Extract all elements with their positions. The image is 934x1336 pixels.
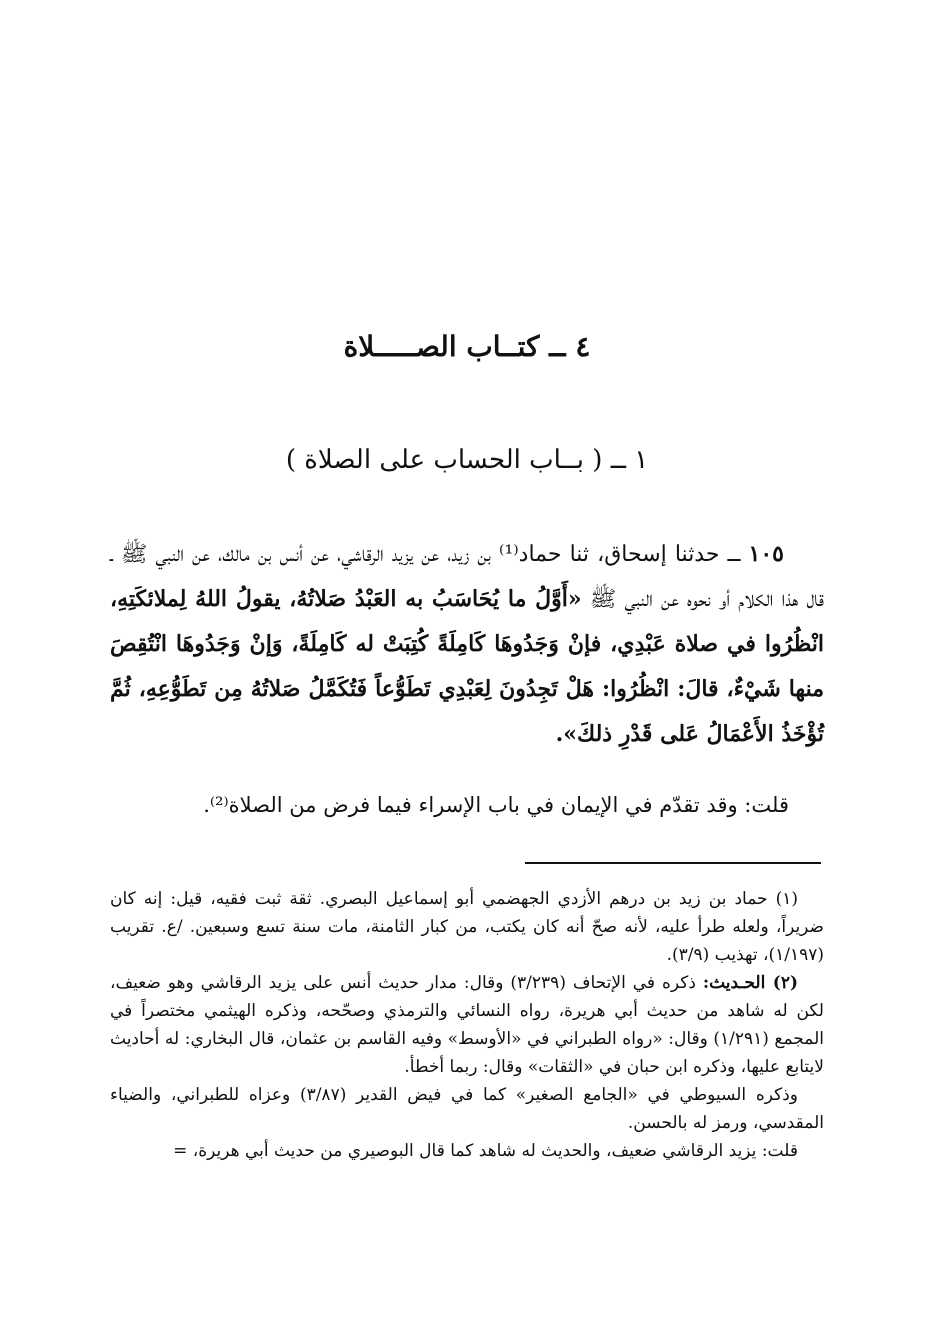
footnotes (110, 885, 824, 1165)
hadith-isnad: ــ حدثنا إسحاق، ثنا حماد⁽¹⁾ بن زيد، عن يزيد الرقاشي، عن أنس بن مالك، عن النبي ﷺ ـ قال هذا الكلام أو نحوه عن النبي ﷺ (110, 542, 824, 612)
footnote-divider (525, 862, 821, 864)
footnote-2-continued: وذكره السيوطي في «الجامع الصغير» كما في فيض القدير (٣/٨٧) وعزاه للطبراني، والضياء المقدسي، ورمز له بالحسن. (110, 1085, 824, 1133)
footnote-2-text: ذكره في الإتحاف (٣/٢٣٩) وقال: مدار حديث أنس على يزيد الرقاشي وهو ضعيف، لكن له شاهد من حديث أبي هريرة، رواه النسائي والترمذي وصحّحه، وذكره الهيثمي مختصراً في المجمع (١/٢٩١) وقال: «رواه الطبراني في «الأوسط» وفيه القاسم بن عثمان، قال البخاري: له أحاديث لايتابع عليها، وذكره ابن حبان في «الثقات» وقال: ربما أخطأ. (110, 973, 824, 1077)
hadith-number: ١٠٥ (748, 541, 784, 567)
footnote-2-remark: قلت: يزيد الرقاشي ضعيف، والحديث له شاهد كما قال البوصيري من حديث أبي هريرة، = (173, 1141, 798, 1161)
hadith-matn: «أَوَّلُ ما يُحَاسَبُ به العَبْدُ صَلاتُهُ، يقولُ اللهُ لِملائكَتِهِ، انْظُرُوا في صلاة عَبْدِي، فإنْ وَجَدُوهَا كَامِلَةً كُتِبَتْ له كَامِلَةً، وَإنْ وَجَدُوهَا انْتُقِصَ منها شَيْءٌ، قالَ: انْظُرُوا: هَلْ تَجِدُونَ لِعَبْدِي تَطَوُّعاً فَتُكَمَّلُ صَلاتُهُ مِن تَطَوُّعِهِ، ثُمَّ تُؤْخَذُ الأَعْمَالُ عَلى قَدْرِ ذلكَ». (110, 586, 824, 747)
author-note: قلت: وقد تقدّم في الإيمان في باب الإسراء فيما فرض من الصلاة⁽²⁾. (203, 793, 789, 817)
footnote-1: (١) حماد بن زيد بن درهم الأزدي الجهضمي أبو إسماعيل البصري. ثقة ثبت فقيه، قيل: إنه كان ضريراً، ولعله طرأ عليه، لأنه صحّ أنه كان يكتب، من كبار الثامنة، مات سنة تسع وسبعين. /ع. تقريب (١/١٩٧)، تهذيب (٣/٩). (110, 889, 824, 965)
chapter-title: ١ ــ ( بــاب الحساب على الصلاة ) (285, 445, 649, 475)
hadith-paragraph (110, 532, 824, 757)
book-title: ٤ ــ كتــاب الصـــــلاة (343, 330, 591, 363)
footnote-2-label: (٢) الحـديث: (702, 973, 798, 993)
footnote-2 (110, 969, 824, 1081)
